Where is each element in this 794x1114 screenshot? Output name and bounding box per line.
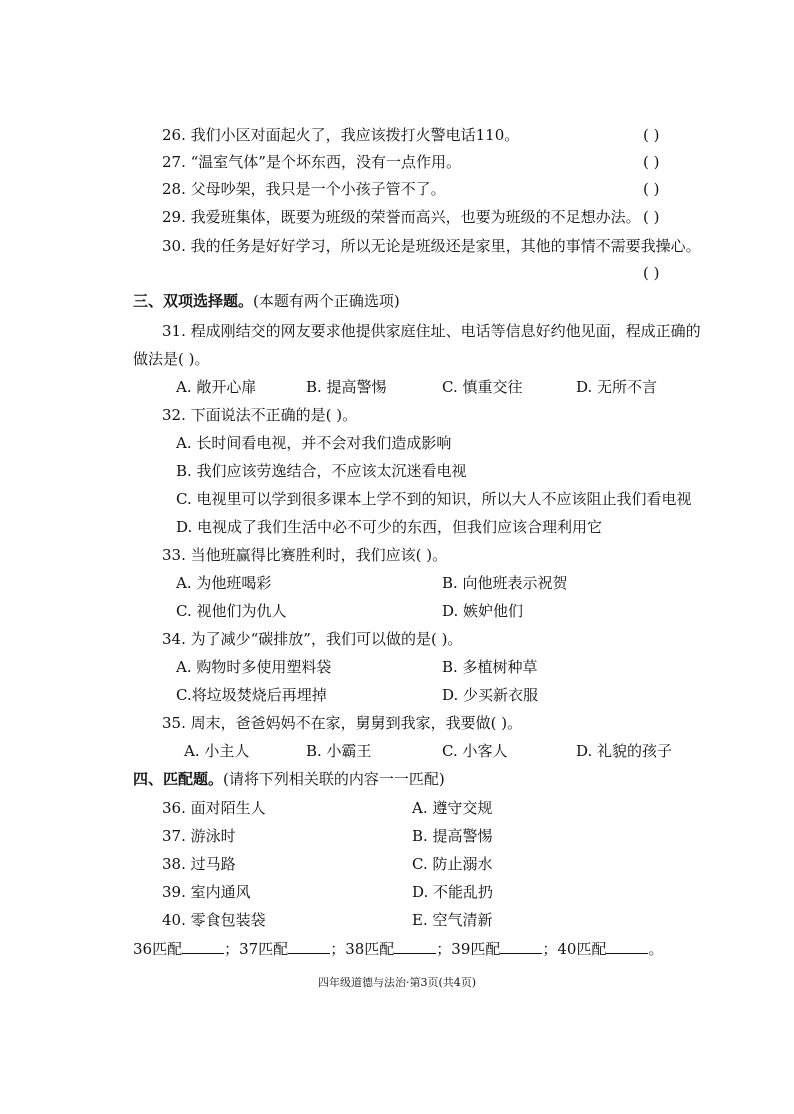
q35-option-b[interactable]: B. 小霸王 xyxy=(306,742,372,760)
match-answer-37-blank[interactable] xyxy=(288,939,330,954)
q35-stem: 35. 周末，爸爸妈妈不在家，舅舅到我家，我要做( )。 xyxy=(162,714,523,732)
q32-option-b[interactable]: B. 我们应该劳逸结合，不应该太沉迷看电视 xyxy=(176,462,467,480)
q35-option-a[interactable]: A. 小主人 xyxy=(184,742,250,760)
match-right-a: A. 遵守交规 xyxy=(412,799,493,817)
q33-stem: 33. 当他班赢得比赛胜利时，我们应该( )。 xyxy=(162,546,448,564)
q32-option-d[interactable]: D. 电视成了我们生活中必不可少的东西，但我们应该合理利用它 xyxy=(176,518,603,536)
q33-option-d[interactable]: D. 嫉妒他们 xyxy=(442,602,524,620)
q34-option-c[interactable]: C.将垃圾焚烧后再埋掉 xyxy=(176,686,327,704)
q33-option-c[interactable]: C. 视他们为仇人 xyxy=(176,602,287,620)
section-4-heading xyxy=(133,768,445,790)
match-answer-38-blank[interactable] xyxy=(394,939,436,954)
match-left-37: 37. 游泳时 xyxy=(162,827,236,845)
q33-option-a[interactable]: A. 为他班喝彩 xyxy=(176,574,272,592)
match-right-d: D. 不能乱扔 xyxy=(412,883,494,901)
q31-stem-line2: 做法是( )。 xyxy=(133,350,210,368)
section-4-title: 四、匹配题。 xyxy=(133,770,224,788)
section-3-title: 三、双项选择题。 xyxy=(133,292,254,310)
match-answer-37-label: ；37匹配 xyxy=(224,940,289,958)
tf-item-27: 27. “温室气体”是个坏东西，没有一点作用。 xyxy=(162,153,461,171)
q32-stem: 32. 下面说法不正确的是( )。 xyxy=(162,406,358,424)
match-right-b: B. 提高警惕 xyxy=(412,827,493,845)
match-answer-40-blank[interactable] xyxy=(606,939,648,954)
tf-item-26: 26. 我们小区对面起火了，我应该拨打火警电话110。 xyxy=(162,126,520,144)
tf-answer-26[interactable]: ( ) xyxy=(643,126,660,144)
match-right-e: E. 空气清新 xyxy=(412,911,493,929)
q34-option-a[interactable]: A. 购物时多使用塑料袋 xyxy=(176,658,332,676)
tf-answer-30[interactable]: ( ) xyxy=(643,264,660,282)
section-3-note: (本题有两个正确选项) xyxy=(253,292,400,310)
match-answer-39-label: ；39匹配 xyxy=(436,940,501,958)
tf-answer-29[interactable]: ( ) xyxy=(643,208,660,226)
tf-answer-27[interactable]: ( ) xyxy=(643,153,660,171)
section-3-heading xyxy=(133,290,400,312)
match-left-40: 40. 零食包装袋 xyxy=(162,911,266,929)
tf-item-29: 29. 我爱班集体，既要为班级的荣誉而高兴，也要为班级的不足想办法。 xyxy=(162,208,641,226)
tf-item-30: 30. 我的任务是好好学习，所以无论是班级还是家里，其他的事情不需要我操心。 xyxy=(162,237,701,255)
match-right-c: C. 防止溺水 xyxy=(412,855,493,873)
q35-option-c[interactable]: C. 小客人 xyxy=(442,742,508,760)
q34-option-d[interactable]: D. 少买新衣服 xyxy=(442,686,539,704)
page-footer: 四年级道德与法治·第3页(共4页) xyxy=(317,976,477,989)
tf-item-28: 28. 父母吵架，我只是一个小孩子管不了。 xyxy=(162,180,446,198)
q35-option-d[interactable]: D. 礼貌的孩子 xyxy=(576,742,673,760)
section-4-note: (请将下列相关联的内容一一匹配) xyxy=(223,770,445,788)
match-answer-row xyxy=(133,938,663,960)
q33-option-b[interactable]: B. 向他班表示祝贺 xyxy=(442,574,568,592)
match-left-36: 36. 面对陌生人 xyxy=(162,799,266,817)
match-answer-40-label: ；40匹配 xyxy=(542,940,607,958)
q32-option-c[interactable]: C. 电视里可以学到很多课本上学不到的知识，所以大人不应该阻止我们看电视 xyxy=(176,490,692,508)
q31-stem-line1: 31. 程成刚结交的网友要求他提供家庭住址、电话等信息好约他见面，程成正确的 xyxy=(162,322,701,340)
match-answer-39-blank[interactable] xyxy=(500,939,542,954)
match-left-38: 38. 过马路 xyxy=(162,855,236,873)
q31-option-d[interactable]: D. 无所不言 xyxy=(576,378,658,396)
match-left-39: 39. 室内通风 xyxy=(162,883,251,901)
tf-answer-28[interactable]: ( ) xyxy=(643,180,660,198)
q31-option-a[interactable]: A. 敞开心扉 xyxy=(176,378,257,396)
q34-option-b[interactable]: B. 多植树种草 xyxy=(442,658,538,676)
q34-stem: 34. 为了减少“碳排放”，我们可以做的是( )。 xyxy=(162,630,463,648)
match-answer-36-label: 36匹配 xyxy=(133,940,183,958)
q32-option-a[interactable]: A. 长时间看电视，并不会对我们造成影响 xyxy=(176,434,452,452)
match-answer-38-label: ；38匹配 xyxy=(330,940,395,958)
q31-option-b[interactable]: B. 提高警惕 xyxy=(306,378,387,396)
match-answer-end: 。 xyxy=(648,940,664,958)
q31-option-c[interactable]: C. 慎重交往 xyxy=(442,378,523,396)
match-answer-36-blank[interactable] xyxy=(182,939,224,954)
